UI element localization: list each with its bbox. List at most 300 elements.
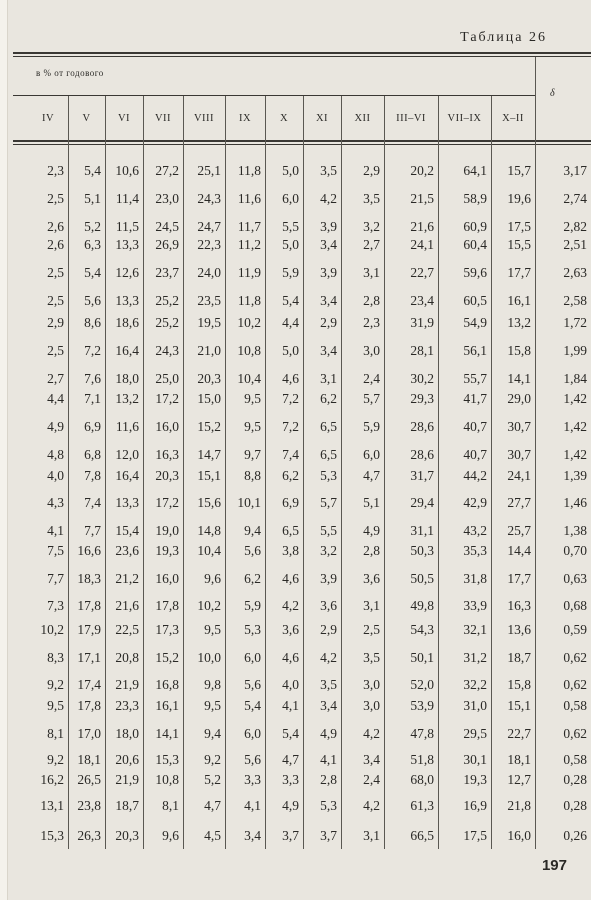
table-cell: 15,1 [197, 468, 221, 483]
table-cell: 5,2 [84, 219, 101, 234]
table-cell: 20,3 [115, 828, 139, 843]
table-cell: 4,2 [282, 598, 299, 613]
table-cell: 4,2 [320, 191, 337, 206]
table-cell: 9,5 [244, 391, 261, 406]
table-cell: 3,0 [363, 343, 380, 358]
table-cell: 2,9 [320, 315, 337, 330]
table-cell: 0,63 [563, 571, 587, 586]
table-cell: 21,0 [197, 343, 221, 358]
table-cell: 31,1 [410, 523, 434, 538]
table-cell: 4,2 [363, 798, 380, 813]
table-cell: 4,9 [363, 523, 380, 538]
table-cell: 8,1 [162, 798, 179, 813]
table-cell: 17,1 [77, 650, 101, 665]
table-cell: 0,58 [563, 698, 587, 713]
column-divider [105, 96, 106, 849]
table-cell: 6,5 [282, 523, 299, 538]
table-cell: 28,6 [410, 447, 434, 462]
table-cell: 9,4 [204, 726, 221, 741]
table-cell: 25,2 [155, 315, 179, 330]
table-cell: 5,3 [244, 622, 261, 637]
table-cell: 3,4 [320, 698, 337, 713]
table-cell: 27,7 [507, 495, 531, 510]
table-cell: 7,2 [282, 419, 299, 434]
table-cell: 2,5 [363, 622, 380, 637]
table-cell: 2,5 [47, 293, 64, 308]
table-cell: 32,2 [463, 677, 487, 692]
table-cell: 30,7 [507, 447, 531, 462]
table-cell: 20,3 [155, 468, 179, 483]
table-cell: 9,5 [47, 698, 64, 713]
table-cell: 18,1 [507, 752, 531, 767]
table-cell: 9,7 [244, 447, 261, 462]
table-cell: 4,2 [363, 726, 380, 741]
column-header: VII–IX [447, 112, 482, 124]
table-cell: 24,3 [197, 191, 221, 206]
column-header: VIII [193, 112, 215, 124]
table-cell: 40,7 [463, 447, 487, 462]
table-cell: 0,62 [563, 726, 587, 741]
column-divider [68, 96, 69, 849]
table-cell: 10,0 [197, 650, 221, 665]
table-cell: 20,3 [197, 371, 221, 386]
table-cell: 21,6 [410, 219, 434, 234]
table-cell: 9,6 [162, 828, 179, 843]
table-cell: 17,0 [77, 726, 101, 741]
table-cell: 6,0 [244, 726, 261, 741]
table-cell: 3,7 [320, 828, 337, 843]
table-cell: 2,82 [563, 219, 587, 234]
table-cell: 6,2 [320, 391, 337, 406]
table-cell: 17,8 [77, 698, 101, 713]
table-cell: 17,5 [463, 828, 487, 843]
table-cell: 33,9 [463, 598, 487, 613]
table-cell: 1,39 [563, 468, 587, 483]
table-cell: 1,42 [563, 391, 587, 406]
table-cell: 3,6 [320, 598, 337, 613]
table-cell: 9,2 [47, 752, 64, 767]
table-cell: 4,4 [47, 391, 64, 406]
table-cell: 11,5 [115, 219, 139, 234]
table-cell: 2,8 [363, 543, 380, 558]
table-cell: 4,7 [282, 752, 299, 767]
table-cell: 10,4 [197, 543, 221, 558]
table-cell: 16,3 [155, 447, 179, 462]
table-cell: 15,8 [507, 343, 531, 358]
column-divider [341, 96, 342, 849]
table-cell: 9,2 [47, 677, 64, 692]
table-cell: 3,5 [363, 650, 380, 665]
column-header: X–II [502, 112, 524, 124]
top-rule [13, 52, 591, 54]
table-cell: 11,8 [237, 293, 261, 308]
table-cell: 9,6 [204, 571, 221, 586]
table-cell: 29,5 [463, 726, 487, 741]
table-cell: 10,1 [237, 495, 261, 510]
table-cell: 11,4 [115, 191, 139, 206]
table-cell: 5,0 [282, 343, 299, 358]
table-cell: 5,6 [244, 543, 261, 558]
table-cell: 21,9 [115, 677, 139, 692]
table-cell: 4,9 [47, 419, 64, 434]
table-cell: 4,1 [47, 523, 64, 538]
table-cell: 7,1 [84, 391, 101, 406]
table-cell: 4,1 [244, 798, 261, 813]
table-cell: 31,8 [463, 571, 487, 586]
table-cell: 1,42 [563, 419, 587, 434]
column-divider [535, 57, 536, 849]
table-cell: 13,2 [507, 315, 531, 330]
table-cell: 5,9 [282, 265, 299, 280]
column-divider [265, 96, 266, 849]
table-cell: 3,9 [320, 571, 337, 586]
table-cell: 30,2 [410, 371, 434, 386]
table-cell: 5,4 [84, 163, 101, 178]
table-cell: 15,2 [197, 419, 221, 434]
table-cell: 24,7 [197, 219, 221, 234]
table-cell: 2,8 [363, 293, 380, 308]
table-cell: 30,1 [463, 752, 487, 767]
table-cell: 40,7 [463, 419, 487, 434]
table-cell: 3,8 [282, 543, 299, 558]
table-cell: 31,2 [463, 650, 487, 665]
table-cell: 2,5 [47, 343, 64, 358]
table-cell: 3,7 [282, 828, 299, 843]
table-cell: 15,1 [507, 698, 531, 713]
table-cell: 56,1 [463, 343, 487, 358]
table-cell: 52,0 [410, 677, 434, 692]
table-cell: 6,2 [282, 468, 299, 483]
table-cell: 1,46 [563, 495, 587, 510]
table-cell: 2,7 [47, 371, 64, 386]
table-cell: 3,17 [563, 163, 587, 178]
page-edge [0, 0, 8, 900]
table-cell: 42,9 [463, 495, 487, 510]
table-cell: 7,2 [282, 391, 299, 406]
table-cell: 5,1 [363, 495, 380, 510]
table-cell: 29,4 [410, 495, 434, 510]
table-cell: 23,8 [77, 798, 101, 813]
table-cell: 13,1 [40, 798, 64, 813]
table-cell: 18,7 [115, 798, 139, 813]
column-header: X [279, 112, 289, 124]
table-cell: 3,1 [363, 265, 380, 280]
table-cell: 0,26 [563, 828, 587, 843]
table-cell: 4,3 [47, 495, 64, 510]
table-cell: 17,5 [507, 219, 531, 234]
table-cell: 16,1 [507, 293, 531, 308]
table-cell: 23,7 [155, 265, 179, 280]
table-cell: 3,1 [320, 371, 337, 386]
table-cell: 10,4 [237, 371, 261, 386]
table-cell: 24,1 [410, 237, 434, 252]
table-cell: 4,5 [204, 828, 221, 843]
table-cell: 6,0 [363, 447, 380, 462]
table-cell: 16,0 [155, 571, 179, 586]
table-cell: 2,4 [363, 772, 380, 787]
table-cell: 2,3 [47, 163, 64, 178]
column-header: IX [238, 112, 252, 124]
table-cell: 21,9 [115, 772, 139, 787]
table-cell: 21,5 [410, 191, 434, 206]
table-cell: 24,1 [507, 468, 531, 483]
table-cell: 11,7 [237, 219, 261, 234]
column-divider [143, 96, 144, 849]
table-cell: 17,8 [155, 598, 179, 613]
table-cell: 5,5 [282, 219, 299, 234]
table-cell: 3,0 [363, 698, 380, 713]
table-cell: 4,6 [282, 650, 299, 665]
table-cell: 27,2 [155, 163, 179, 178]
table-cell: 8,3 [47, 650, 64, 665]
table-cell: 13,3 [115, 293, 139, 308]
column-header: XII [354, 112, 371, 124]
table-cell: 8,8 [244, 468, 261, 483]
table-cell: 19,0 [155, 523, 179, 538]
table-cell: 4,1 [320, 752, 337, 767]
table-cell: 14,1 [507, 371, 531, 386]
table-cell: 23,6 [115, 543, 139, 558]
table-cell: 54,9 [463, 315, 487, 330]
table-cell: 2,58 [563, 293, 587, 308]
table-cell: 4,7 [204, 798, 221, 813]
table-cell: 0,28 [563, 772, 587, 787]
table-cell: 10,8 [155, 772, 179, 787]
table-cell: 2,4 [363, 371, 380, 386]
table-cell: 13,3 [115, 237, 139, 252]
table-cell: 12,7 [507, 772, 531, 787]
table-cell: 14,8 [197, 523, 221, 538]
table-cell: 9,5 [204, 698, 221, 713]
table-cell: 43,2 [463, 523, 487, 538]
table-cell: 3,6 [282, 622, 299, 637]
table-cell: 10,2 [237, 315, 261, 330]
table-cell: 28,6 [410, 419, 434, 434]
table-cell: 3,9 [320, 265, 337, 280]
table-cell: 4,1 [282, 698, 299, 713]
table-cell: 22,3 [197, 237, 221, 252]
column-header: VI [117, 112, 131, 124]
table-cell: 3,1 [363, 828, 380, 843]
table-cell: 10,2 [197, 598, 221, 613]
table-cell: 10,2 [40, 622, 64, 637]
table-cell: 3,6 [363, 571, 380, 586]
column-divider [303, 96, 304, 849]
table-cell: 7,6 [84, 371, 101, 386]
table-cell: 24,3 [155, 343, 179, 358]
table-cell: 5,4 [282, 293, 299, 308]
table-cell: 2,74 [563, 191, 587, 206]
table-cell: 0,59 [563, 622, 587, 637]
column-header: VII [154, 112, 172, 124]
table-cell: 16,6 [77, 543, 101, 558]
table-cell: 2,6 [47, 219, 64, 234]
table-cell: 25,2 [155, 293, 179, 308]
table-cell: 16,3 [507, 598, 531, 613]
table-cell: 25,7 [507, 523, 531, 538]
table-cell: 7,7 [84, 523, 101, 538]
table-cell: 51,8 [410, 752, 434, 767]
table-cell: 2,3 [363, 315, 380, 330]
table-cell: 3,4 [320, 237, 337, 252]
table-cell: 22,5 [115, 622, 139, 637]
table-cell: 14,1 [155, 726, 179, 741]
table-cell: 59,6 [463, 265, 487, 280]
table-cell: 17,3 [155, 622, 179, 637]
table-cell: 3,3 [282, 772, 299, 787]
table-cell: 15,4 [115, 523, 139, 538]
table-cell: 29,3 [410, 391, 434, 406]
table-cell: 7,2 [84, 343, 101, 358]
table-cell: 16,1 [155, 698, 179, 713]
table-cell: 24,5 [155, 219, 179, 234]
table-cell: 16,4 [115, 343, 139, 358]
table-cell: 20,8 [115, 650, 139, 665]
column-header: XI [315, 112, 329, 124]
table-cell: 26,3 [77, 828, 101, 843]
table-cell: 26,9 [155, 237, 179, 252]
table-cell: 2,5 [47, 191, 64, 206]
table-cell: 23,3 [115, 698, 139, 713]
table-cell: 29,0 [507, 391, 531, 406]
table-cell: 68,0 [410, 772, 434, 787]
table-cell: 3,4 [320, 293, 337, 308]
table-cell: 44,2 [463, 468, 487, 483]
table-cell: 17,2 [155, 391, 179, 406]
table-cell: 8,1 [47, 726, 64, 741]
table-cell: 9,5 [204, 622, 221, 637]
table-cell: 5,4 [84, 265, 101, 280]
table-cell: 5,0 [282, 237, 299, 252]
table-cell: 24,0 [197, 265, 221, 280]
table-cell: 20,2 [410, 163, 434, 178]
table-cell: 16,0 [507, 828, 531, 843]
table-cell: 5,7 [363, 391, 380, 406]
header-bottom-rule [13, 140, 591, 142]
column-divider [438, 96, 439, 849]
table-cell: 5,9 [244, 598, 261, 613]
delta-column-header: δ [550, 88, 555, 99]
table-cell: 4,9 [320, 726, 337, 741]
table-cell: 58,9 [463, 191, 487, 206]
table-cell: 2,9 [320, 622, 337, 637]
table-cell: 2,6 [47, 237, 64, 252]
table-cell: 2,7 [363, 237, 380, 252]
table-cell: 15,2 [155, 650, 179, 665]
table-cell: 25,1 [197, 163, 221, 178]
table-cell: 5,7 [320, 495, 337, 510]
table-cell: 16,0 [155, 419, 179, 434]
table-cell: 18,0 [115, 371, 139, 386]
table-cell: 3,1 [363, 598, 380, 613]
table-cell: 26,5 [77, 772, 101, 787]
table-cell: 11,6 [115, 419, 139, 434]
table-cell: 9,4 [244, 523, 261, 538]
table-cell: 5,1 [84, 191, 101, 206]
table-cell: 4,8 [47, 447, 64, 462]
table-cell: 0,68 [563, 598, 587, 613]
table-cell: 3,4 [320, 343, 337, 358]
table-cell: 11,9 [237, 265, 261, 280]
table-cell: 19,3 [155, 543, 179, 558]
page-number: 197 [541, 857, 567, 874]
table-cell: 4,9 [282, 798, 299, 813]
table-cell: 18,1 [77, 752, 101, 767]
table-cell: 6,3 [84, 237, 101, 252]
table-cell: 28,1 [410, 343, 434, 358]
table-cell: 6,2 [244, 571, 261, 586]
table-cell: 13,2 [115, 391, 139, 406]
table-cell: 7,5 [47, 543, 64, 558]
table-cell: 35,3 [463, 543, 487, 558]
table-cell: 55,7 [463, 371, 487, 386]
table-cell: 23,4 [410, 293, 434, 308]
table-cell: 15,0 [197, 391, 221, 406]
table-cell: 5,4 [282, 726, 299, 741]
table-cell: 31,9 [410, 315, 434, 330]
table-cell: 17,7 [507, 265, 531, 280]
table-cell: 1,99 [563, 343, 587, 358]
table-cell: 5,6 [84, 293, 101, 308]
table-cell: 6,0 [282, 191, 299, 206]
column-divider [384, 96, 385, 849]
table-cell: 4,2 [320, 650, 337, 665]
table-cell: 21,2 [115, 571, 139, 586]
table-cell: 18,7 [507, 650, 531, 665]
table-cell: 15,8 [507, 677, 531, 692]
table-cell: 14,7 [197, 447, 221, 462]
table-cell: 4,6 [282, 571, 299, 586]
table-cell: 50,1 [410, 650, 434, 665]
table-cell: 21,8 [507, 798, 531, 813]
table-cell: 3,5 [363, 191, 380, 206]
table-cell: 1,72 [563, 315, 587, 330]
table-cell: 47,8 [410, 726, 434, 741]
table-cell: 5,6 [244, 752, 261, 767]
table-cell: 50,3 [410, 543, 434, 558]
table-cell: 15,6 [197, 495, 221, 510]
table-cell: 9,5 [244, 419, 261, 434]
table-cell: 2,8 [320, 772, 337, 787]
table-cell: 1,38 [563, 523, 587, 538]
table-cell: 2,51 [563, 237, 587, 252]
table-cell: 5,9 [363, 419, 380, 434]
table-cell: 9,2 [204, 752, 221, 767]
table-cell: 19,6 [507, 191, 531, 206]
table-cell: 1,42 [563, 447, 587, 462]
table-cell: 3,5 [320, 677, 337, 692]
table-cell: 16,2 [40, 772, 64, 787]
table-cell: 1,84 [563, 371, 587, 386]
table-cell: 17,2 [155, 495, 179, 510]
table-cell: 2,5 [47, 265, 64, 280]
table-cell: 9,8 [204, 677, 221, 692]
table-cell: 53,9 [410, 698, 434, 713]
table-cell: 6,5 [320, 447, 337, 462]
table-cell: 3,2 [363, 219, 380, 234]
table-cell: 60,4 [463, 237, 487, 252]
table-cell: 2,9 [363, 163, 380, 178]
table-cell: 20,6 [115, 752, 139, 767]
table-cell: 23,0 [155, 191, 179, 206]
column-divider [491, 96, 492, 849]
table-cell: 25,0 [155, 371, 179, 386]
table-cell: 19,5 [197, 315, 221, 330]
table-cell: 49,8 [410, 598, 434, 613]
column-divider [183, 96, 184, 849]
table-cell: 11,6 [237, 191, 261, 206]
table-cell: 16,8 [155, 677, 179, 692]
